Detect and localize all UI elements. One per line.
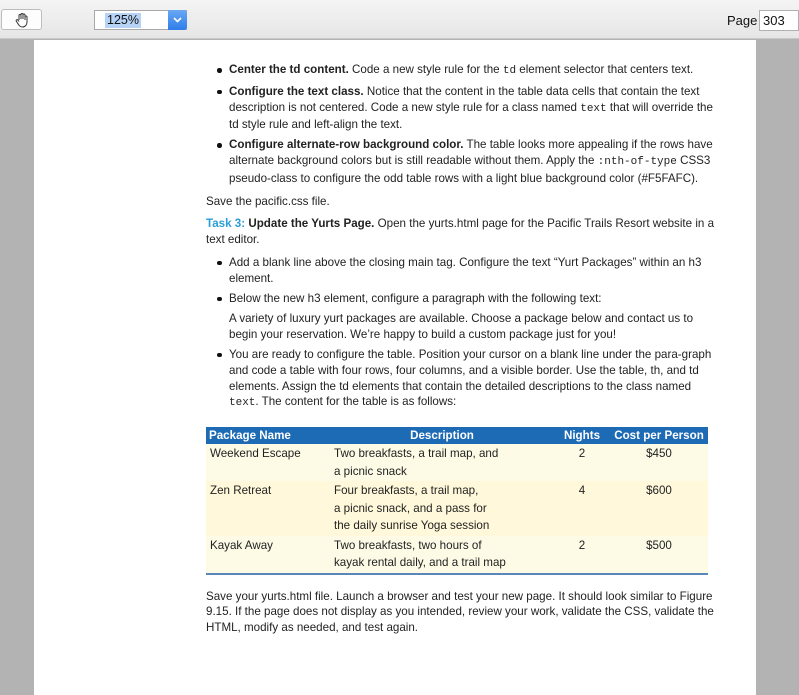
- zoom-value: 125%: [107, 13, 139, 27]
- bullet-icon: [217, 297, 222, 302]
- task-label: Task 3:: [206, 217, 246, 231]
- description-cell: [330, 444, 554, 481]
- final-paragraph: Save your yurts.html file. Launch a browser and test your new page. It should look similar to Figure 9.15. If the page does not display as you intended, review your work, validate the CSS, validate the HTML, modify as needed, and test again.: [206, 589, 714, 635]
- zoom-select[interactable]: [94, 10, 187, 30]
- task-title: Update the Yurts Page.: [248, 217, 375, 231]
- column-header: Package Name: [206, 427, 330, 444]
- list-item: [229, 291, 714, 343]
- description-line: Four breakfasts, a trail map,: [334, 484, 479, 498]
- step-text: Add a blank line above the closing main tag. Configure the text “Yurt Packages” within an h3 element.: [229, 255, 702, 285]
- hand-tool-button[interactable]: [1, 9, 42, 30]
- page-label: Page: [727, 13, 758, 28]
- list-item: [229, 255, 714, 287]
- cost-cell: $600: [610, 481, 708, 536]
- bullet-icon: [217, 353, 222, 358]
- bullet-icon: [217, 261, 222, 266]
- column-header: Cost per Person: [610, 427, 708, 444]
- description-cell: [330, 536, 554, 573]
- step-text: CSS3 pseudo-class to configure the odd table rows with a light blue background color (#F5FAFC).: [229, 153, 711, 185]
- bullet-icon: [217, 90, 222, 95]
- task-text: Open the yurts.html page for the Pacific Trails Resort website in a text editor.: [206, 217, 715, 247]
- step-text: that will override the td style rule and left-align the text.: [229, 100, 713, 132]
- nights-cell: 2: [554, 536, 610, 573]
- code-text: :nth-of-type: [597, 155, 677, 168]
- description-line: the daily sunrise Yoga session: [334, 519, 490, 533]
- packages-table: [206, 427, 708, 573]
- bullet-icon: [217, 143, 222, 148]
- hand-icon: [14, 12, 30, 28]
- save-css-paragraph: Save the pacific.css file.: [206, 194, 330, 208]
- code-text: td: [502, 65, 517, 77]
- step-text: Below the new h3 element, configure a paragraph with the following text:: [229, 291, 602, 305]
- list-item: [229, 62, 714, 80]
- description-line: a picnic snack: [334, 464, 407, 478]
- description-line: Two breakfasts, two hours of: [334, 538, 482, 552]
- nights-cell: 2: [554, 444, 610, 481]
- package-name-cell: Weekend Escape: [206, 444, 330, 481]
- code-text: text: [580, 102, 607, 115]
- step-title: Configure the text class.: [229, 84, 364, 98]
- chevron-down-icon: [173, 17, 182, 23]
- column-header: Nights: [554, 427, 610, 444]
- quote-text: A variety of luxury yurt packages are available. Choose a package below and contact us to begin your reservation. We’re happy to build a custom package just for you!: [229, 312, 694, 342]
- list-item: [229, 137, 714, 186]
- step-text: element selector that centers text.: [516, 63, 694, 76]
- list-item: [229, 84, 714, 133]
- document-page: [34, 40, 756, 695]
- page-number-input[interactable]: 303: [759, 10, 799, 31]
- description-line: kayak rental daily, and a trail map: [334, 556, 506, 570]
- list-item: [229, 347, 714, 412]
- table-row: [206, 481, 708, 536]
- package-name-cell: Zen Retreat: [206, 481, 330, 536]
- yurt-steps-list: [206, 255, 714, 412]
- code-text: text: [229, 397, 256, 410]
- step-title: Configure alternate-row background color.: [229, 138, 464, 152]
- column-header: Description: [330, 427, 554, 444]
- css-steps-list: [206, 62, 714, 187]
- task-paragraph: [206, 216, 714, 248]
- step-text: The table looks more appealing if the rows have alternate background colors but is still readable without them. Apply the: [229, 138, 713, 167]
- description-line: Two breakfasts, a trail map, and: [334, 447, 499, 461]
- step-text: Notice that the content in the table data cells that contain the text description is not centered. Code a new style rule for a class named: [229, 84, 700, 114]
- bullet-icon: [217, 68, 222, 73]
- step-text: You are ready to configure the table. Position your cursor on a blank line under the para-graph and code a table with four rows, four columns, and a visible border. Use the table, th, and td elements. Assign the td elements that contain the detailed descriptions to the class named: [229, 347, 712, 393]
- description-line: a picnic snack, and a pass for: [334, 501, 487, 515]
- cost-cell: $500: [610, 536, 708, 573]
- step-text: . The content for the table is as follows:: [255, 395, 457, 409]
- step-title: Center the td content.: [229, 63, 349, 76]
- nights-cell: 4: [554, 481, 610, 536]
- packages-table-wrapper: [206, 427, 708, 575]
- package-name-cell: Kayak Away: [206, 536, 330, 573]
- description-cell: [330, 481, 554, 536]
- table-row: [206, 444, 708, 481]
- zoom-dropdown-button[interactable]: [168, 10, 187, 30]
- cost-cell: $450: [610, 444, 708, 481]
- table-header-row: [206, 427, 708, 444]
- table-row: [206, 536, 708, 573]
- step-text: Code a new style rule for the: [348, 63, 503, 76]
- page-content: [206, 62, 714, 636]
- viewer-toolbar: [0, 0, 799, 39]
